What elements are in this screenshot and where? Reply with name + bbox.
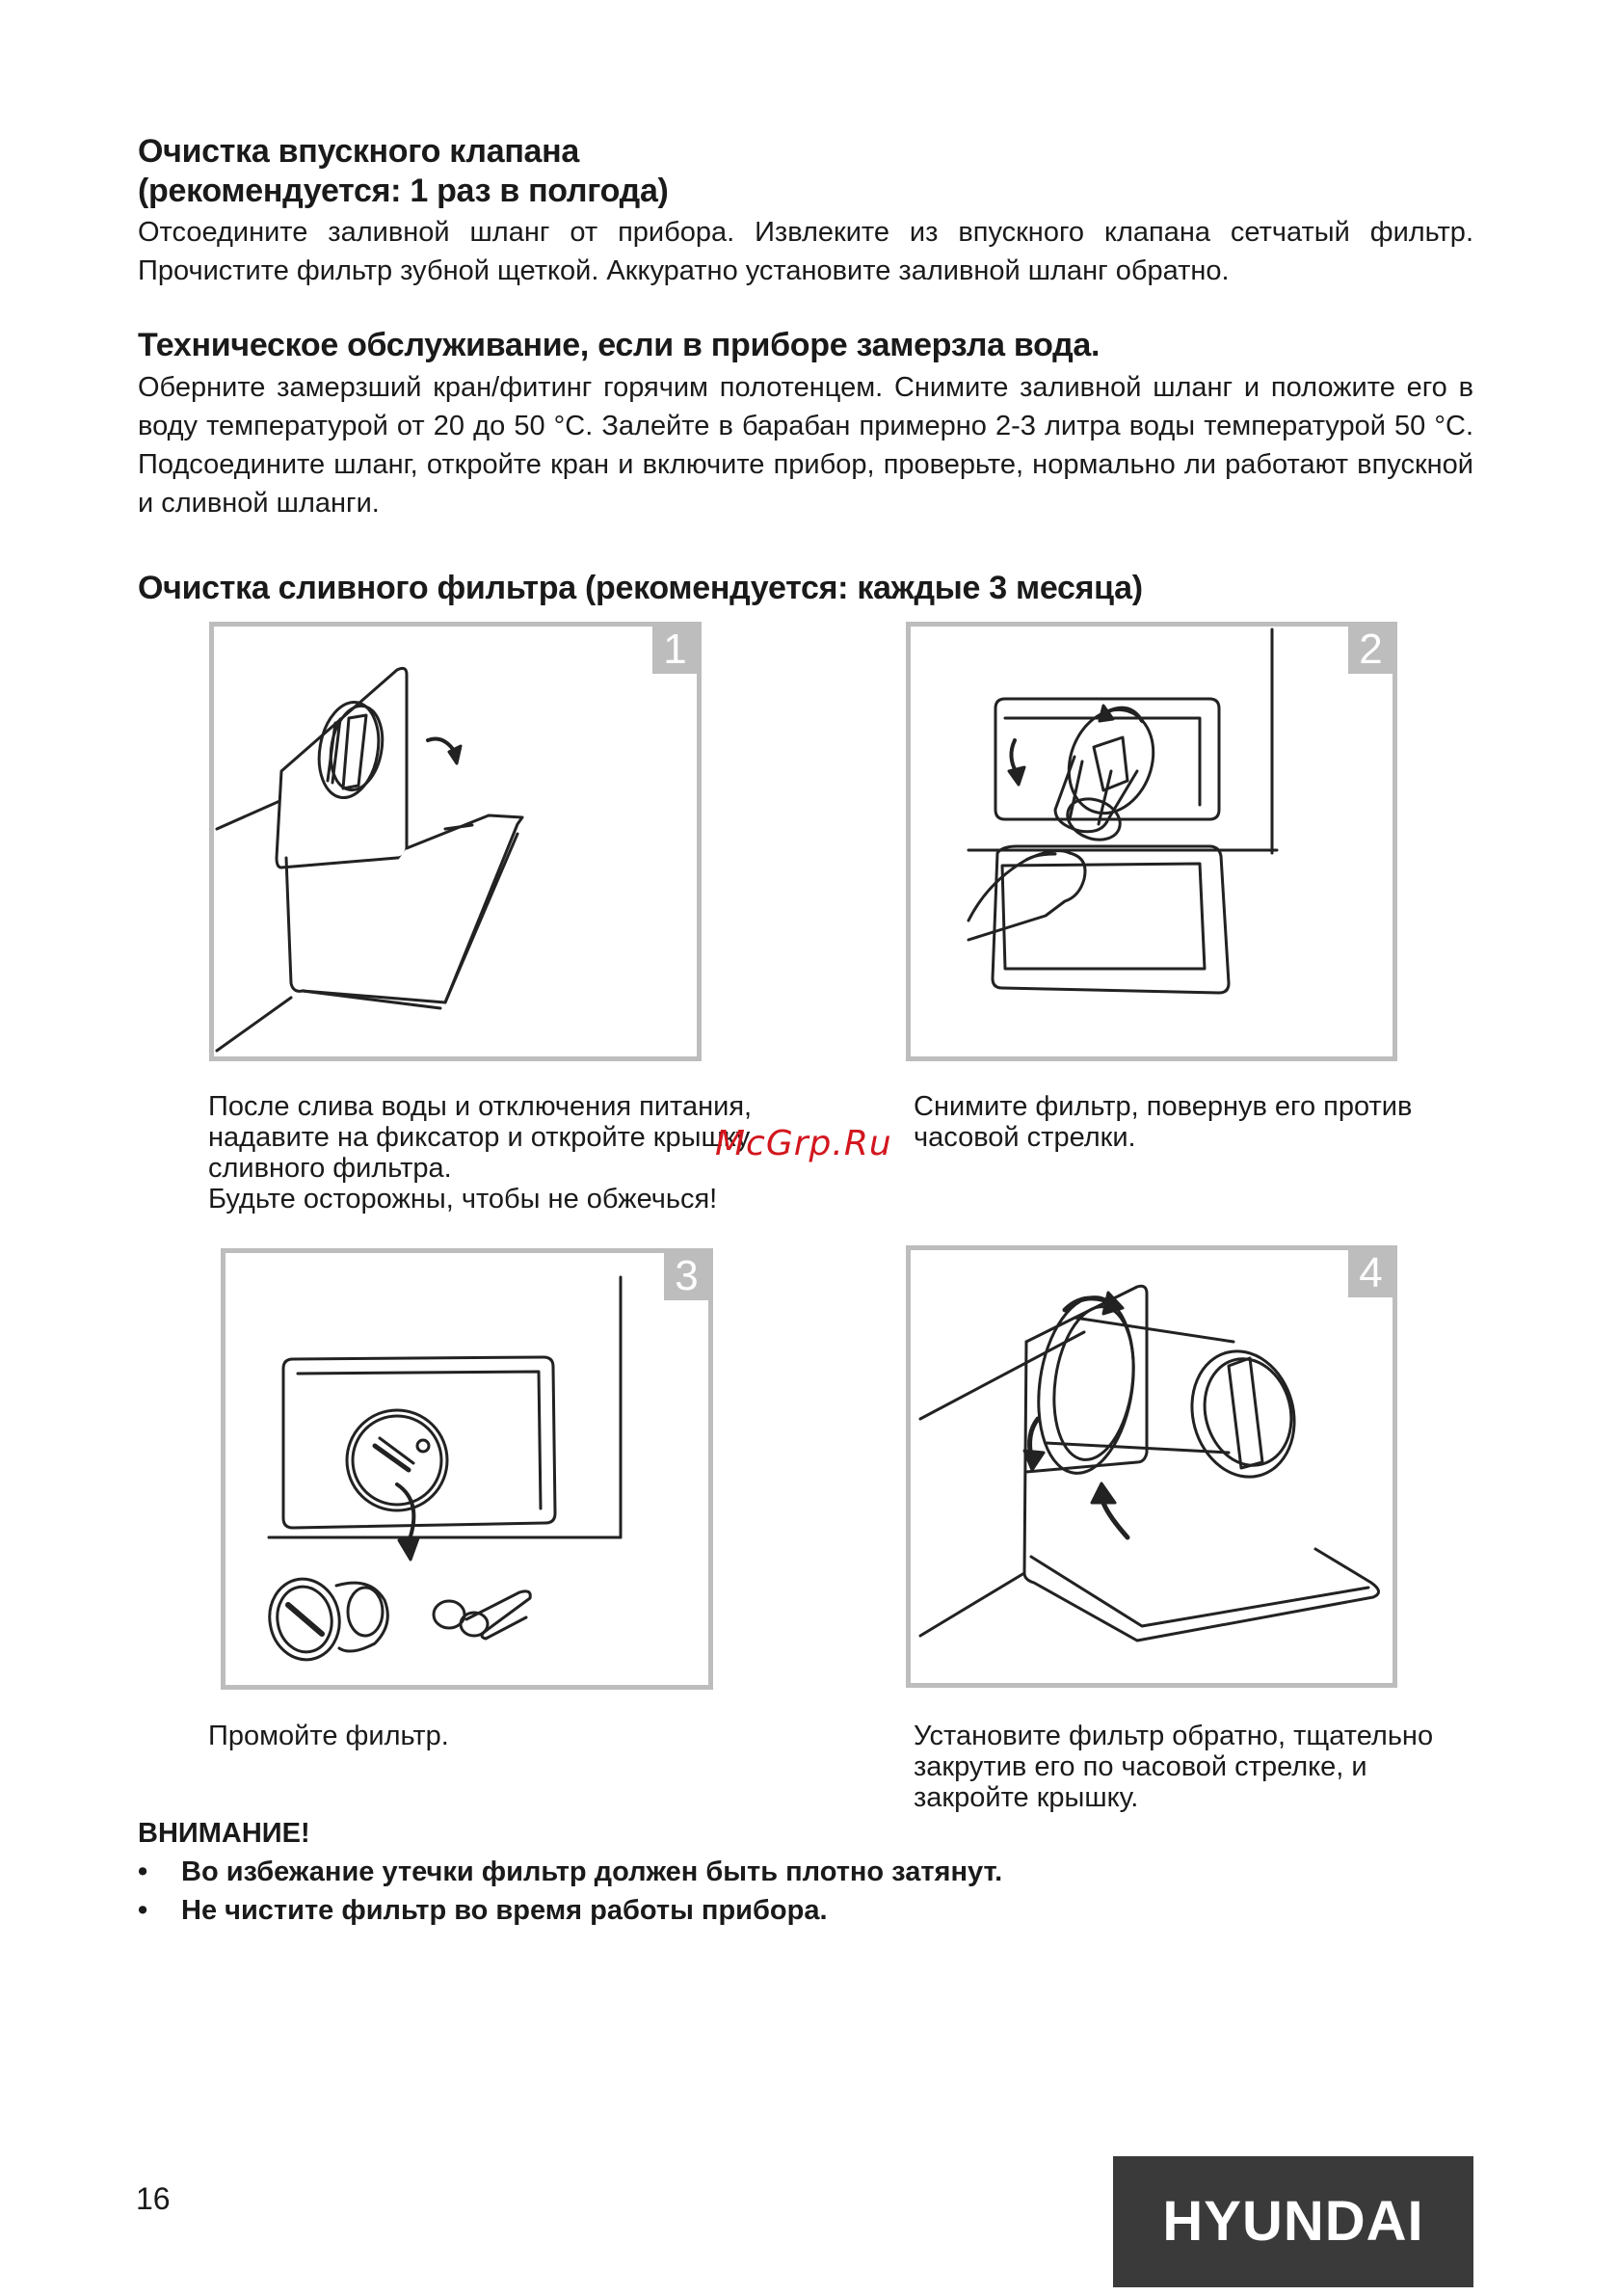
filter-removal-drawing <box>911 627 1393 1056</box>
caption-line: Установите фильтр обратно, тщательно <box>914 1721 1434 1751</box>
brand-logo: HYUNDAI <box>1113 2156 1473 2287</box>
warning-item-text: Не чистите фильтр во время работы прибора. <box>181 1895 828 1926</box>
step-3-illustration <box>221 1248 713 1690</box>
filter-reinstall-drawing <box>911 1250 1393 1683</box>
caption-line: надавите на фиксатор и откройте крышку <box>208 1122 751 1153</box>
caption-line: Будьте осторожны, чтобы не обжечься! <box>208 1184 718 1215</box>
filter-washing-drawing <box>225 1253 708 1685</box>
step-4-caption <box>914 1721 1569 1813</box>
section-text-inlet-valve: Отсоедините заливной шланг от прибора. Извлеките из впускного клапана сетчатый фильтр. Прочистите фильтр зубной щеткой. Аккуратно установите заливной шланг обратно. <box>138 217 1473 286</box>
step-1-illustration <box>209 622 702 1061</box>
section-text-frozen-water: Оберните замерзший кран/фитинг горячим полотенцем. Снимите заливной шланг и положите его в воду температурой от 20 до 50 °С. Залейте в барабан примерно 2-3 литра воды температурой 50 °С. Подсоедините шланг, откройте кран и включите прибор, проверьте, нормально ли работают впускной и сливной шланги. <box>138 372 1473 519</box>
step-number-badge: 4 <box>1348 1249 1393 1297</box>
warning-item-text: Во избежание утечки фильтр должен быть плотно затянут. <box>181 1856 1003 1887</box>
caption-line: Снимите фильтр, повернув его против <box>914 1091 1413 1122</box>
caption-line: закрутив его по часовой стрелке, и <box>914 1751 1367 1782</box>
step-number-badge: 2 <box>1348 626 1393 674</box>
step-2-illustration <box>906 622 1397 1061</box>
section-title-line-2: (рекомендуется: 1 раз в полгода) <box>138 173 669 209</box>
bullet-dot: • <box>138 1856 148 1887</box>
watermark: McGrp.Ru <box>715 1124 892 1163</box>
warning-item <box>138 1891 1391 1930</box>
page-number: 16 <box>136 2181 171 2216</box>
caption-line: сливного фильтра. <box>208 1153 452 1184</box>
bullet-dot: • <box>138 1895 148 1926</box>
step-4-illustration <box>906 1245 1397 1688</box>
caption-line: Промойте фильтр. <box>208 1721 449 1751</box>
warning-item <box>138 1853 1391 1891</box>
section-title-inlet-valve <box>138 132 1487 211</box>
step-number-badge: 3 <box>664 1252 709 1300</box>
caption-line: После слива воды и отключения питания, <box>208 1091 753 1122</box>
section-title-frozen-water: Техническое обслуживание, если в приборе замерзла вода. <box>138 327 1101 363</box>
filter-cover-open-drawing <box>214 627 697 1056</box>
caption-line: часовой стрелки. <box>914 1122 1136 1153</box>
caption-line: закройте крышку. <box>914 1782 1139 1813</box>
step-3-caption <box>208 1721 825 1751</box>
warning-title: ВНИМАНИЕ! <box>138 1818 310 1849</box>
section-title-line-1: Очистка впускного клапана <box>138 133 580 170</box>
section-title-drain-filter: Очистка сливного фильтра (рекомендуется: каждые 3 месяца) <box>138 570 1143 606</box>
step-number-badge: 1 <box>652 626 698 674</box>
step-2-caption <box>914 1091 1530 1153</box>
